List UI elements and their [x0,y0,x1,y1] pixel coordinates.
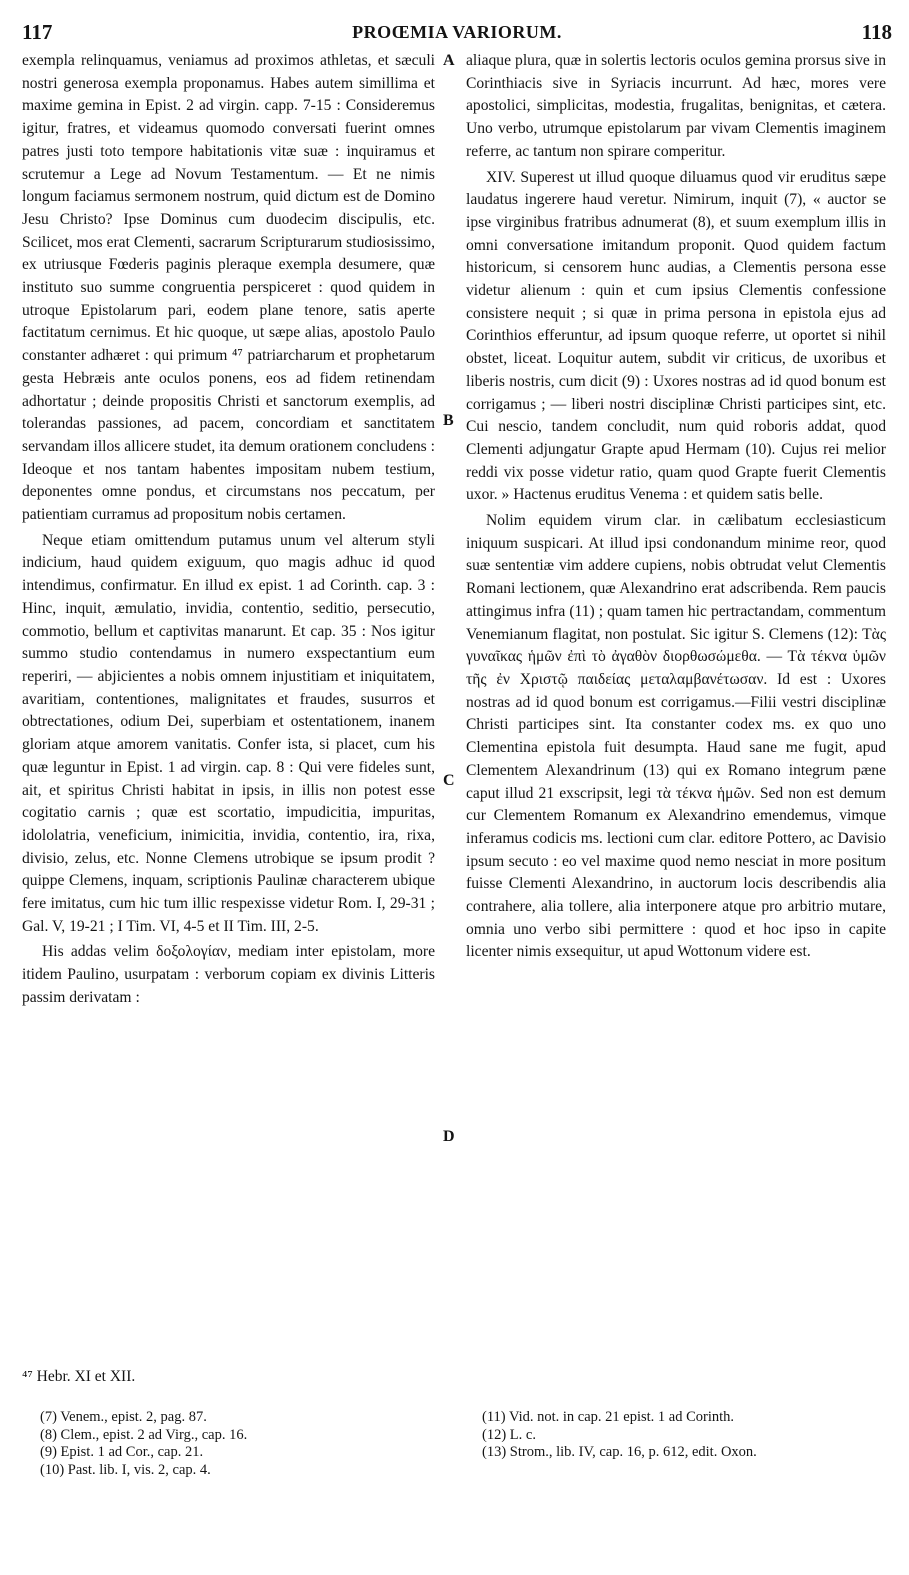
footnote: (13) Strom., lib. IV, cap. 16, p. 612, edit. Oxon. [482,1444,757,1461]
paragraph: exempla relinquamus, veniamus ad proximos athletas, et sæculi nostri generosa exempla proponamus. Habes autem simillima et maxime gemina in Epist. 2 ad virgin. capp. 7-15 : Consideremus igitur, fratres, et videamus quomodo conversati fuerint omnes patres justi toto tempore habitationis vitæ suæ : inquiramus et scrutemur a Lege ad Novum Testamentum. — Et ne nimis longum faciamus sermonem nostrum, quid dictum est de Domino Jesu Christo? Ipse Dominus cum duodecim discipulis, etc. Scilicet, mos erat Clementi, sacrarum Scripturarum studiosissimo, ex utriusque Fœderis paginis pleraque exempla desumere, quæ instituto suo summe congruentia perspiceret : quod quidem in utroque Epistolarum pari, eodem plane tenore, satis aperte factitatum cernimus. Et hic quoque, ut sæpe alias, apostolo Paulo constanter adhæret : qui primum ⁴⁷ patriarcharum et prophetarum gesta Hebræis ante oculos ponens, eos ad fidem retinendam adhortatur ; deinde propositis Christi et sanctorum exemplis, ad tolerandas passiones, ad pacem, concordiam et sanctitatem servandam illos allicere studet, ita demum orationem concludens : Ideoque et nos tantam habentes impositam nubem testium, deponentes omne pondus, et circumstans nos peccatum, per patientiam curramus ad propositum nobis certamen. [22,52,435,524]
paragraph: XIV. Superest ut illud quoque diluamus quod vir eruditus sæpe laudatus ingerere haud veretur. Nimirum, inquit (7), « auctor se ipse virginibus fratribus adnumerat (8), et suum exemplum illis in omni conversatione imitandum proponit. Quod quidem factum historicum, si censorem hunc audias, a Clementis persona esse videtur alienum : quin et cum ipsius Clementis confessione consistere nequit ; si quæ in prima persona in epistola ejus ad Corinthios efferuntur, ad ipsum quoque referre, ut oportet si nihil obstet, liceat. Loquitur autem, subdit vir criticus, de uxoribus et liberis nostris, cum dicit (9) : Uxores nostras ad id quod bonum est corrigamus ; — liberi nostri disciplinæ Christi participes sint, etc. Cui nescio, tandem concludit, num quid roboris addat, quod Clementi adjungatur Grapte apud Hermam (10). Cujus rei melior reddi vix posse videtur ratio, quam quod Grapte fuerit Clementis uxor. » Hactenus eruditus Venema : et quidem satis belle. [466,168,886,504]
footnote: (12) L. c. [482,1426,536,1443]
paragraph: Neque etiam omittendum putamus unum vel alterum styli indicium, haud quidem exiguum, quo magis adhuc id quod intendimus, confirmatur. En illud ex epist. 1 ad Corinth. cap. 3 : Hinc, inquit, æmulatio, invidia, contentio, seditio, persecutio, commotio, bellum et captivitas manarunt. Et cap. 35 : Nos igitur summo studio contendamus in numero exspectantium eum reperiri, — abjicientes a nobis omnem injustitiam et iniquitatem, avaritiam, contentiones, malignitates et fraudes, susurros et obtrectationes, odium Dei, superbiam et ostentationem, inanem gloriam atque amorem vanitatis. Confer ista, si placet, cum his quæ leguntur in Epist. 1 ad virgin. cap. 8 : Qui vere fideles sunt, ait, et spiritus Christi habitat in ipsis, in illis non potest esse cogitatio carnis ; quæ est scortatio, impudicitia, impuritas, idololatria, veneficium, inimicitia, invidia, contentio, ira, rixa, divisio, zelus, etc. Nonne Clemens utrobique se ipsum prodit ? quippe Clemens, inquam, scriptionis Paulinæ characterem ubique fere imitatus, cum hic tum illic respexisse videtur Rom. I, 29-31 ; Gal. V, 19-21 ; I Tim. VI, 4-5 et II Tim. III, 2-5. [22,531,435,935]
margin-marker-d: D [443,1128,455,1145]
left-column [22,50,435,1010]
scripture-footnote: ⁴⁷ Hebr. XI et XII. [22,1368,136,1385]
running-header [22,20,892,46]
right-column [466,50,886,964]
footnote: (9) Epist. 1 ad Cor., cap. 21. [40,1444,204,1461]
page-number-left: 117 [22,20,53,44]
margin-marker-b: B [443,412,454,429]
running-title: PROŒMIA VARIORUM. [352,22,562,42]
paragraph: Nolim equidem virum clar. in cælibatum ecclesiasticum iniquum suspicari. At illud ipsi condonandum minime reor, quod suæ sententiæ vim addere cupiens, nobis obtrudat velut Clementis Romani lectionem, quæ Alexandrino erat adscribenda. Rem paucis attingimus infra (11) ; quam tamen hic pertractandam, commentum Venemianum flagitat, non postulat. Sic igitur S. Clemens (12): Τὰς γυναῖκας ἡμῶν ἐπὶ τὸ ἀγαθὸν διορθωσώμεθα. — Τὰ τέκνα ὑμῶν τῆς ἐν Χριστῷ παιδείας μεταλαμβανέτωσαν. Id est : Uxores nostras ad id quod bonum est corrigamus.—Filii vestri disciplinæ Christi participes sint. Ita constanter codex ms. ex quo uno Clementina epistola fuit desumpta. Haud sane me fugit, apud Clementem Alexandrinum (13) qui ex Romano integrum pæne caput illud 21 exscripsit, legi τὰ τέκνα ἡμῶν. Sed non est demum cur Clementem Romanum ex Alexandrino emendemus, vimque inferamus codicis ms. lectioni cum clar. editore Pottero, ac Davisio ipsum secuto : eo vel maxime quod nemo nesciat in more positum fuisse Clementi Alexandrino, in auctorum locis describendis alia contrahere, alia tollere, alia interponere atque pro arbitrio mutare, omnia uno verbo sibi permittere : quod et hoc ipso in capite licenter nimis exsequitur, ut apud Wottonum videre est. [466,512,886,961]
paragraph: His addas velim δοξολογίαν, mediam inter epistolam, more itidem Paulino, usurpatam : verborum copiam ex divinis Litteris passim derivatam : [22,943,435,1006]
footnotes-left [40,1409,440,1479]
footnote: (7) Venem., epist. 2, pag. 87. [40,1409,207,1425]
paragraph: aliaque plura, quæ in solertis lectoris oculos gemina prorsus sive in Corinthiacis sive in Syriacis incurrunt. Ad hæc, mores vere apostolici, simplicitas, modestia, frugalitas, benignitas, et cætera. Uno verbo, utrumque epistolarum par vivam Clementis imaginem referre, ac tantum non spirare comperitur. [466,52,886,160]
page-number-right: 118 [861,20,892,44]
footnote: (8) Clem., epist. 2 ad Virg., cap. 16. [40,1426,248,1443]
footnote: (11) Vid. not. in cap. 21 epist. 1 ad Corinth. [482,1409,735,1425]
footnotes-right [482,1409,902,1462]
margin-marker-a: A [443,52,455,69]
margin-marker-c: C [443,772,455,789]
footnote: (10) Past. lib. I, vis. 2, cap. 4. [40,1461,211,1478]
